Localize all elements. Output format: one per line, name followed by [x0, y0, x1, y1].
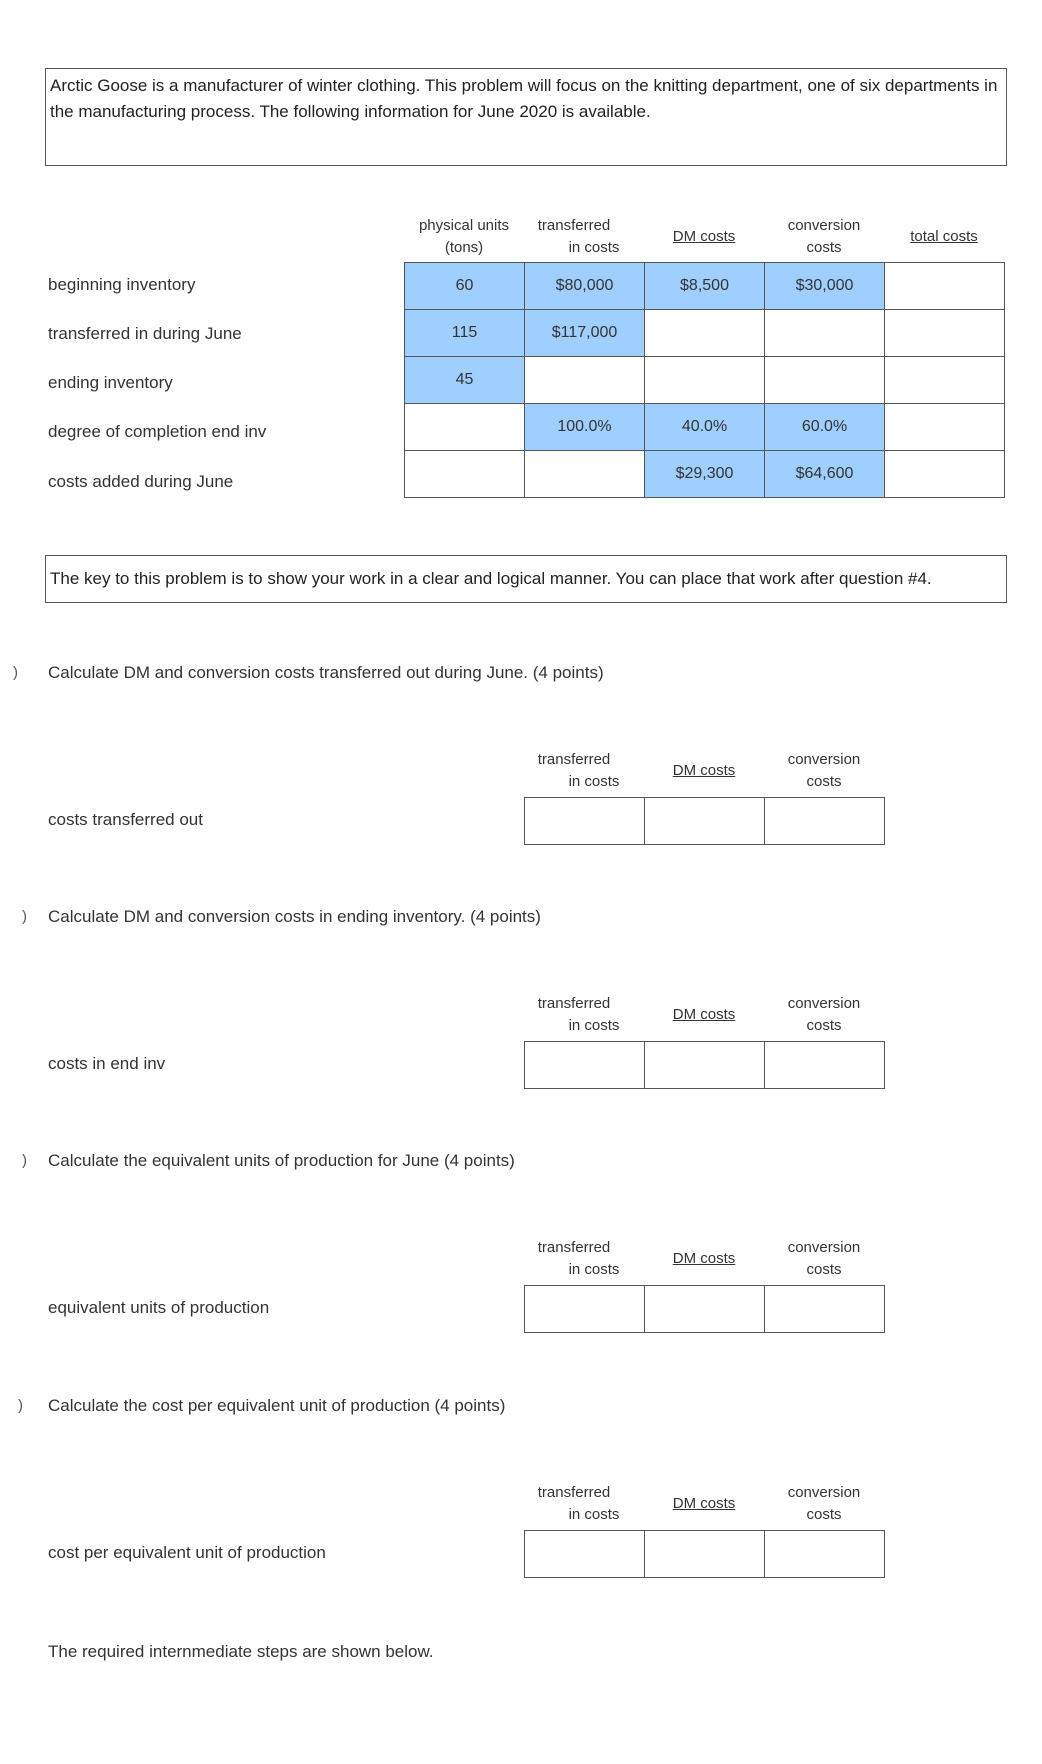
- key-note-text: The key to this problem is to show your work in a clear and logical manner. You can place that work after question #4.: [50, 569, 932, 588]
- main-data-table: [404, 262, 1005, 498]
- table-cell: $8,500: [645, 263, 765, 310]
- table-cell: 45: [405, 357, 525, 404]
- q2-header-conversion: conversion costs: [787, 995, 861, 1034]
- table-cell: 100.0%: [525, 404, 645, 451]
- table-row: [525, 1531, 885, 1578]
- q1-header-dm-costs: DM costs: [672, 762, 736, 779]
- intro-box: [45, 68, 1007, 166]
- q3-answer-table: [524, 1285, 885, 1333]
- answer-cell-conversion[interactable]: [765, 798, 885, 845]
- row-label-cost-per-equivalent-unit: cost per equivalent unit of production: [48, 1543, 326, 1562]
- row-label-equivalent-units: equivalent units of production: [48, 1298, 270, 1317]
- question-1-text: Calculate DM and conversion costs transferred out during June. (4 points): [48, 663, 604, 682]
- row-label-costs-in-end-inv: costs in end inv: [48, 1054, 166, 1073]
- table-cell: 60.0%: [765, 404, 885, 451]
- q3-header-conversion: conversion costs: [787, 1239, 861, 1278]
- row-label-costs-added: costs added during June: [48, 472, 234, 491]
- answer-cell-transferred-in[interactable]: [525, 798, 645, 845]
- table-cell[interactable]: [405, 451, 525, 498]
- table-cell[interactable]: [885, 357, 1005, 404]
- question-3-text: Calculate the equivalent units of production for June (4 points): [48, 1151, 515, 1170]
- q3-header-transferred-in: transferred in costs: [537, 1239, 620, 1278]
- q4-header-conversion: conversion costs: [787, 1484, 861, 1523]
- q4-answer-table: [524, 1530, 885, 1578]
- answer-cell-transferred-in[interactable]: [525, 1286, 645, 1333]
- table-cell[interactable]: [525, 451, 645, 498]
- answer-cell-dm[interactable]: [645, 1531, 765, 1578]
- q3-header-dm-costs: DM costs: [672, 1250, 736, 1267]
- answer-cell-conversion[interactable]: [765, 1286, 885, 1333]
- row-label-degree-completion: degree of completion end inv: [48, 422, 267, 441]
- row-label-beginning-inventory: beginning inventory: [48, 275, 196, 294]
- q2-header-dm-costs: DM costs: [672, 1006, 736, 1023]
- row-label-costs-transferred-out: costs transferred out: [48, 810, 203, 829]
- answer-cell-transferred-in[interactable]: [525, 1042, 645, 1089]
- table-row: [525, 1286, 885, 1333]
- table-row: [405, 310, 1005, 357]
- answer-cell-transferred-in[interactable]: [525, 1531, 645, 1578]
- table-cell[interactable]: [885, 404, 1005, 451]
- header-transferred-in: transferred in costs: [537, 217, 620, 256]
- question-marker: ): [18, 1397, 23, 1414]
- table-cell[interactable]: [765, 310, 885, 357]
- q4-header-transferred-in: transferred in costs: [537, 1484, 620, 1523]
- table-cell: $80,000: [525, 263, 645, 310]
- table-cell: 60: [405, 263, 525, 310]
- question-marker: ): [22, 908, 27, 925]
- answer-cell-dm[interactable]: [645, 1286, 765, 1333]
- answer-cell-dm[interactable]: [645, 798, 765, 845]
- answer-cell-conversion[interactable]: [765, 1531, 885, 1578]
- table-cell[interactable]: [885, 451, 1005, 498]
- table-cell[interactable]: [645, 357, 765, 404]
- table-cell[interactable]: [885, 310, 1005, 357]
- row-label-ending-inventory: ending inventory: [48, 373, 173, 392]
- table-row: [405, 357, 1005, 404]
- header-physical-units: physical units (tons): [418, 217, 510, 256]
- table-row: [405, 404, 1005, 451]
- header-conversion-costs: conversion costs: [787, 217, 861, 256]
- table-cell[interactable]: [405, 404, 525, 451]
- table-row: [525, 798, 885, 845]
- footer-note: The required internmediate steps are shown below.: [48, 1642, 434, 1661]
- key-note-box: [45, 555, 1007, 603]
- table-cell: $29,300: [645, 451, 765, 498]
- table-cell[interactable]: [525, 357, 645, 404]
- table-cell[interactable]: [645, 310, 765, 357]
- table-cell: 115: [405, 310, 525, 357]
- q2-header-transferred-in: transferred in costs: [537, 995, 620, 1034]
- table-cell: $64,600: [765, 451, 885, 498]
- q1-header-conversion: conversion costs: [787, 751, 861, 790]
- table-cell: $30,000: [765, 263, 885, 310]
- table-cell[interactable]: [765, 357, 885, 404]
- row-label-transferred-in: transferred in during June: [48, 324, 242, 343]
- question-2-text: Calculate DM and conversion costs in ending inventory. (4 points): [48, 907, 541, 926]
- table-cell[interactable]: [885, 263, 1005, 310]
- question-4-text: Calculate the cost per equivalent unit of production (4 points): [48, 1396, 506, 1415]
- intro-text: Arctic Goose is a manufacturer of winter clothing. This problem will focus on the knitting department, one of six departments in the manufacturing process. The following information for June 2020 is available.: [50, 76, 998, 121]
- answer-cell-conversion[interactable]: [765, 1042, 885, 1089]
- header-dm-costs: DM costs: [672, 228, 736, 245]
- table-row: [405, 451, 1005, 498]
- answer-cell-dm[interactable]: [645, 1042, 765, 1089]
- question-marker: ): [13, 664, 18, 681]
- q1-header-transferred-in: transferred in costs: [537, 751, 620, 790]
- table-row: [405, 263, 1005, 310]
- table-cell: 40.0%: [645, 404, 765, 451]
- table-cell: $117,000: [525, 310, 645, 357]
- table-row: [525, 1042, 885, 1089]
- q4-header-dm-costs: DM costs: [672, 1495, 736, 1512]
- q2-answer-table: [524, 1041, 885, 1089]
- header-total-costs: total costs: [910, 228, 978, 245]
- question-marker: ): [22, 1152, 27, 1169]
- q1-answer-table: [524, 797, 885, 845]
